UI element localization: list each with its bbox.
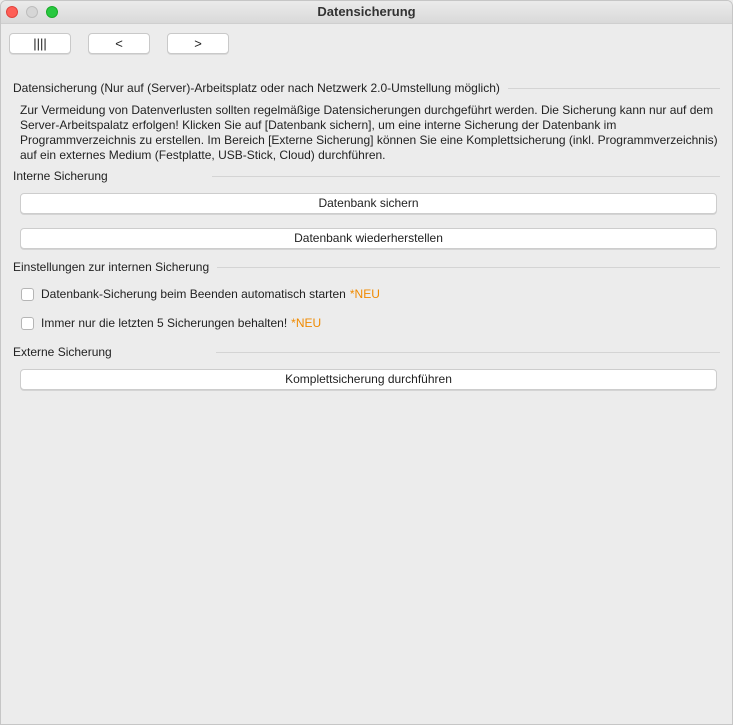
keep-last-backups-checkbox[interactable] xyxy=(21,317,34,330)
section-header-datensicherung xyxy=(13,81,720,95)
section-header-einstellungen xyxy=(13,260,720,274)
auto-backup-checkbox[interactable] xyxy=(21,288,34,301)
divider xyxy=(508,88,720,89)
new-badge: *NEU xyxy=(291,316,322,330)
minimize-window-button[interactable] xyxy=(26,6,38,18)
keep-last-backups-label[interactable]: Immer nur die letzten 5 Sicherungen behalten! xyxy=(41,316,288,330)
forward-button[interactable]: > xyxy=(167,33,229,54)
close-window-button[interactable] xyxy=(6,6,18,18)
description-text: Zur Vermeidung von Datenverlusten sollten regelmäßige Datensicherungen durchgeführt werden. Die Sicherung kann nur auf dem Server-Arbeitspalatz erfolgen! Klicken Sie auf [Datenbank sichern], um eine interne Sicherung der Datenbank im Programmverzeichnis zu erstellen. Im Bereich [Externe Sicherung] können Sie eine Komplettsicherung (inkl. Programmverzeichnis) auf ein externes Medium (Festplatte, USB-Stick, Cloud) durchführen. xyxy=(20,103,718,162)
section-header-externe-sicherung xyxy=(13,345,720,359)
section-title: Externe Sicherung xyxy=(13,345,112,359)
section-header-interne-sicherung xyxy=(13,169,720,183)
window-controls xyxy=(6,6,58,18)
backup-database-button[interactable]: Datenbank sichern xyxy=(20,193,717,214)
auto-backup-label[interactable]: Datenbank-Sicherung beim Beenden automatisch starten xyxy=(41,287,346,301)
title-bar xyxy=(1,1,732,24)
window-title: Datensicherung xyxy=(317,4,416,19)
new-badge: *NEU xyxy=(349,287,380,301)
keep-last-backups-option[interactable] xyxy=(21,316,321,330)
maximize-window-button[interactable] xyxy=(46,6,58,18)
auto-backup-option[interactable] xyxy=(21,287,380,301)
divider xyxy=(212,176,720,177)
section-title: Interne Sicherung xyxy=(13,169,108,183)
section-title: Datensicherung (Nur auf (Server)-Arbeitsplatz oder nach Netzwerk 2.0-Umstellung möglich) xyxy=(13,81,500,95)
divider xyxy=(216,352,720,353)
divider xyxy=(217,267,720,268)
grid-view-button[interactable]: |||| xyxy=(9,33,71,54)
section-title: Einstellungen zur internen Sicherung xyxy=(13,260,210,274)
restore-database-button[interactable]: Datenbank wiederherstellen xyxy=(20,228,717,249)
back-button[interactable]: < xyxy=(88,33,150,54)
full-backup-button[interactable]: Komplettsicherung durchführen xyxy=(20,369,717,390)
toolbar xyxy=(9,33,229,54)
